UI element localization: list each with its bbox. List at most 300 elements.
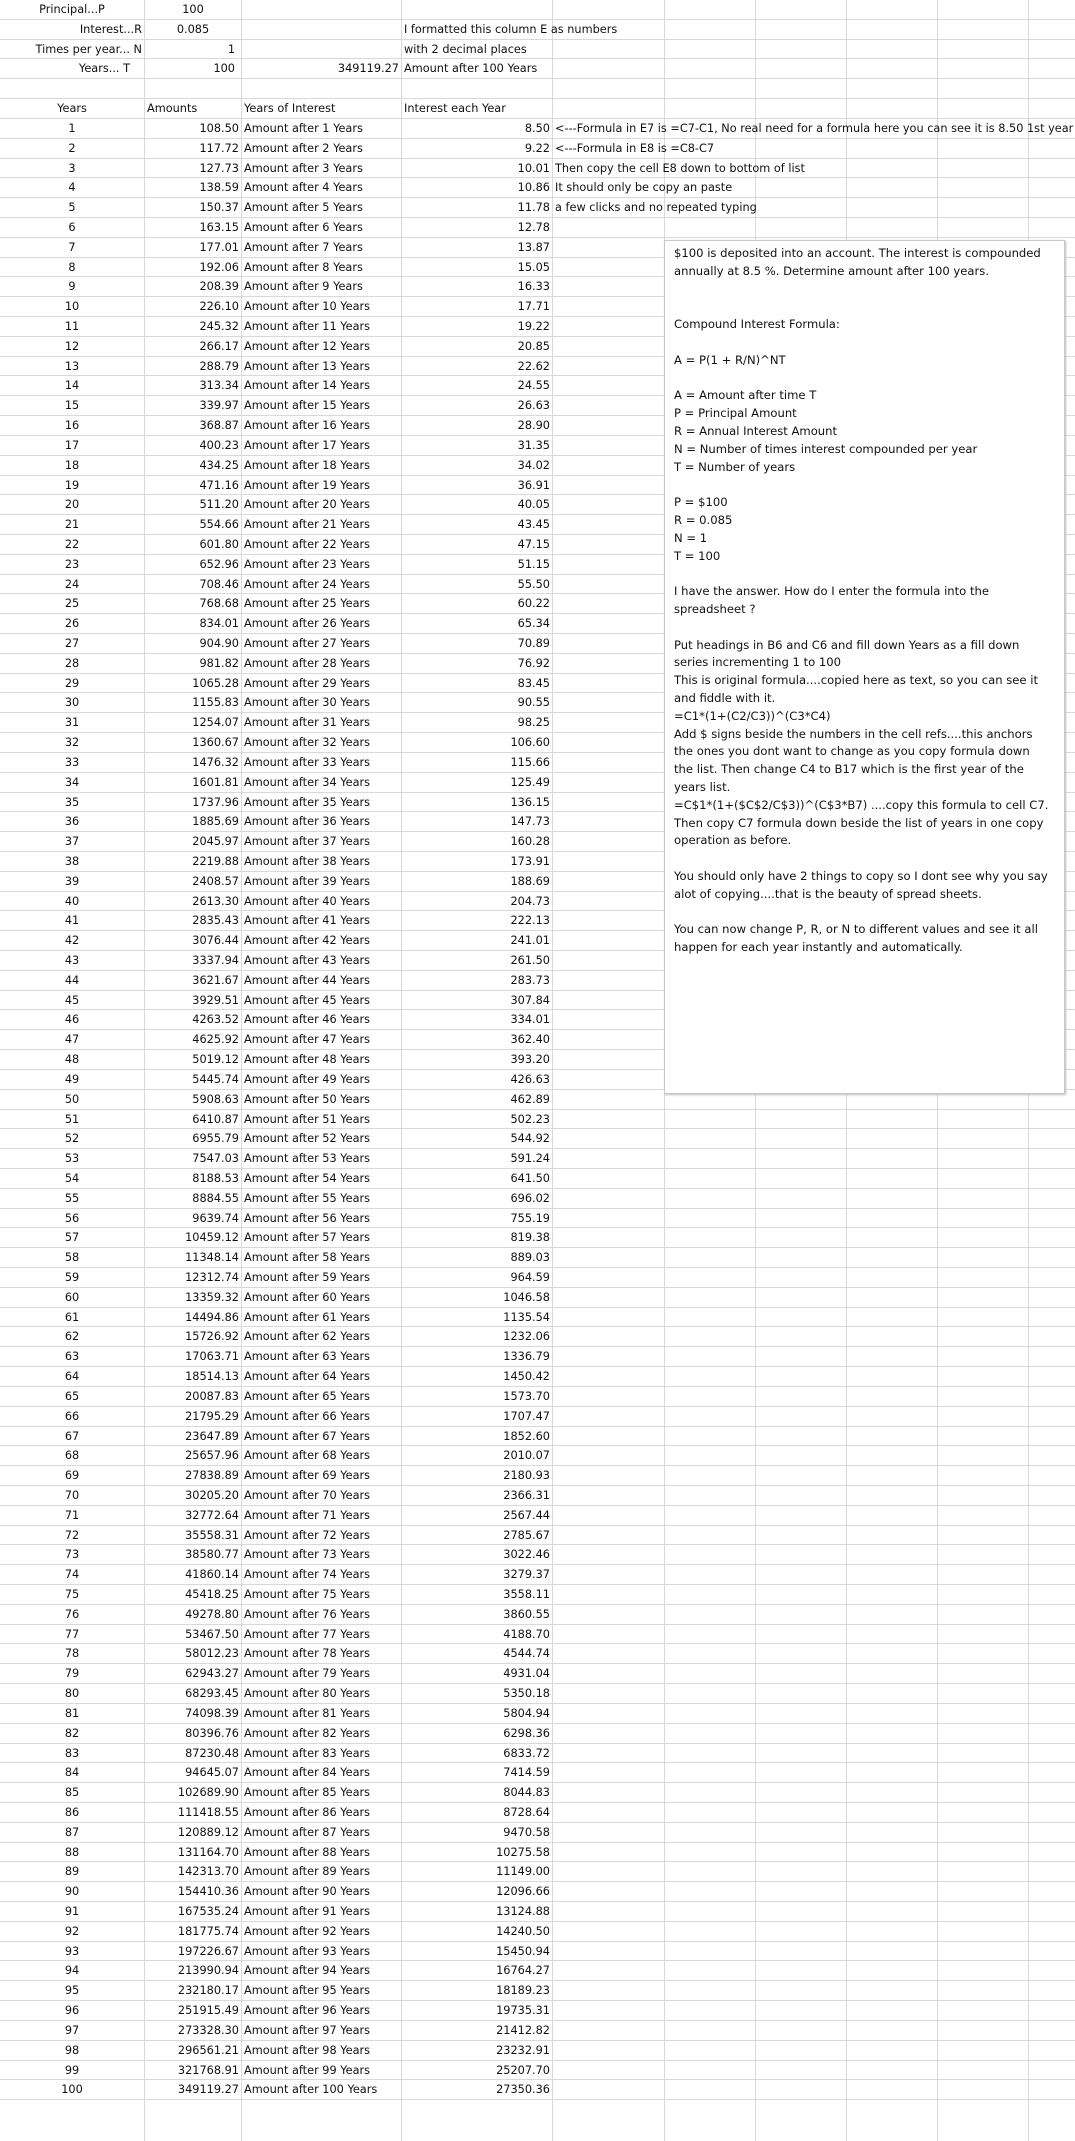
interest-each-year-cell[interactable]: 136.15 bbox=[510, 795, 550, 809]
years-of-interest-cell[interactable]: Amount after 56 Years bbox=[244, 1211, 371, 1225]
interest-each-year-cell[interactable]: 3022.46 bbox=[503, 1548, 550, 1562]
year-cell[interactable]: 11 bbox=[64, 320, 80, 333]
year-cell[interactable]: 4 bbox=[68, 181, 76, 195]
years-of-interest-cell[interactable]: Amount after 37 Years bbox=[244, 835, 371, 849]
year-cell[interactable]: 48 bbox=[64, 1053, 80, 1067]
amount-cell[interactable]: 138.59 bbox=[199, 181, 239, 195]
amount-cell[interactable]: 2219.88 bbox=[192, 854, 239, 868]
year-cell[interactable]: 95 bbox=[64, 1984, 80, 1998]
interest-each-year-cell[interactable]: 889.03 bbox=[510, 1251, 550, 1265]
years-of-interest-cell[interactable]: Amount after 83 Years bbox=[244, 1746, 371, 1760]
amount-cell[interactable]: 601.80 bbox=[199, 537, 239, 551]
amount-cell[interactable]: 368.87 bbox=[199, 419, 239, 433]
year-cell[interactable]: 23 bbox=[64, 557, 80, 571]
years-of-interest-cell[interactable]: Amount after 18 Years bbox=[244, 458, 371, 472]
years-of-interest-cell[interactable]: Amount after 26 Years bbox=[244, 617, 371, 631]
years-of-interest-cell[interactable]: Amount after 1 Years bbox=[244, 121, 363, 135]
years-of-interest-cell[interactable]: Amount after 61 Years bbox=[244, 1310, 371, 1324]
years-of-interest-cell[interactable]: Amount after 53 Years bbox=[244, 1152, 371, 1166]
interest-each-year-cell[interactable]: 28.90 bbox=[517, 419, 550, 433]
years-of-interest-cell[interactable]: Amount after 7 Years bbox=[244, 240, 363, 254]
year-cell[interactable]: 55 bbox=[64, 1191, 80, 1205]
interest-each-year-cell[interactable]: 34.02 bbox=[517, 458, 550, 472]
years-of-interest-cell[interactable]: Amount after 11 Years bbox=[244, 320, 371, 333]
amount-cell[interactable]: 4263.52 bbox=[192, 1013, 239, 1027]
interest-each-year-cell[interactable]: 15450.94 bbox=[496, 1944, 550, 1958]
header-interest-each-year[interactable]: Interest each Year bbox=[404, 102, 506, 116]
year-cell[interactable]: 62 bbox=[64, 1330, 80, 1344]
years-of-interest-cell[interactable]: Amount after 69 Years bbox=[244, 1469, 371, 1483]
amount-cell[interactable]: 266.17 bbox=[199, 339, 239, 353]
interest-each-year-cell[interactable]: 2366.31 bbox=[503, 1488, 550, 1502]
years-of-interest-cell[interactable]: Amount after 47 Years bbox=[244, 1033, 371, 1047]
interest-each-year-cell[interactable]: 10.86 bbox=[517, 181, 550, 195]
year-cell[interactable]: 18 bbox=[64, 458, 80, 472]
param-label-interest[interactable]: Interest...R bbox=[79, 22, 142, 36]
year-cell[interactable]: 53 bbox=[64, 1152, 80, 1166]
year-cell[interactable]: 58 bbox=[64, 1251, 80, 1265]
amount-cell[interactable]: 708.46 bbox=[199, 577, 239, 591]
interest-each-year-cell[interactable]: 1852.60 bbox=[503, 1429, 550, 1443]
year-cell[interactable]: 87 bbox=[64, 1825, 80, 1839]
interest-each-year-cell[interactable]: 4188.70 bbox=[503, 1627, 550, 1641]
interest-each-year-cell[interactable]: 9470.58 bbox=[503, 1825, 550, 1839]
year-cell[interactable]: 89 bbox=[64, 1865, 80, 1879]
years-of-interest-cell[interactable]: Amount after 8 Years bbox=[244, 260, 363, 274]
year-cell[interactable]: 99 bbox=[64, 2063, 80, 2077]
amount-cell[interactable]: 87230.48 bbox=[185, 1746, 239, 1760]
param-label-principal[interactable]: Principal...P bbox=[39, 3, 105, 16]
years-of-interest-cell[interactable]: Amount after 98 Years bbox=[244, 2043, 371, 2057]
interest-each-year-cell[interactable]: 8728.64 bbox=[503, 1805, 550, 1819]
year-cell[interactable]: 68 bbox=[64, 1449, 80, 1463]
year-cell[interactable]: 52 bbox=[64, 1132, 80, 1146]
year-cell[interactable]: 77 bbox=[64, 1627, 80, 1641]
amount-cell[interactable]: 1476.32 bbox=[192, 755, 239, 769]
years-of-interest-cell[interactable]: Amount after 27 Years bbox=[244, 637, 371, 650]
interest-each-year-cell[interactable]: 13124.88 bbox=[496, 1905, 550, 1918]
year-cell[interactable]: 15 bbox=[64, 399, 80, 413]
interest-each-year-cell[interactable]: 125.49 bbox=[510, 775, 550, 789]
formula-note-cell[interactable]: <---Formula in E7 is =C7-C1, No real need for a formula here you can see it is 8.50 1st year bbox=[555, 121, 1074, 135]
years-of-interest-cell[interactable]: Amount after 68 Years bbox=[244, 1449, 371, 1463]
amount-cell[interactable]: 45418.25 bbox=[185, 1588, 239, 1601]
years-of-interest-cell[interactable]: Amount after 89 Years bbox=[244, 1865, 371, 1879]
year-cell[interactable]: 56 bbox=[64, 1211, 80, 1225]
years-of-interest-cell[interactable]: Amount after 24 Years bbox=[244, 577, 371, 591]
years-of-interest-cell[interactable]: Amount after 28 Years bbox=[244, 656, 371, 670]
years-of-interest-cell[interactable]: Amount after 77 Years bbox=[244, 1627, 371, 1641]
years-of-interest-cell[interactable]: Amount after 81 Years bbox=[244, 1706, 371, 1720]
amount-cell[interactable]: 981.82 bbox=[199, 656, 239, 670]
year-cell[interactable]: 14 bbox=[64, 379, 80, 393]
year-cell[interactable]: 50 bbox=[64, 1092, 80, 1106]
year-cell[interactable]: 76 bbox=[64, 1607, 80, 1621]
years-of-interest-cell[interactable]: Amount after 90 Years bbox=[244, 1885, 371, 1899]
amount-cell[interactable]: 49278.80 bbox=[185, 1607, 239, 1621]
year-cell[interactable]: 69 bbox=[64, 1469, 80, 1483]
year-cell[interactable]: 35 bbox=[64, 795, 80, 809]
year-cell[interactable]: 25 bbox=[64, 597, 80, 611]
year-cell[interactable]: 22 bbox=[64, 537, 80, 551]
years-of-interest-cell[interactable]: Amount after 16 Years bbox=[244, 419, 371, 433]
interest-each-year-cell[interactable]: 43.45 bbox=[517, 518, 550, 532]
years-of-interest-cell[interactable]: Amount after 57 Years bbox=[244, 1231, 371, 1245]
interest-each-year-cell[interactable]: 334.01 bbox=[510, 1013, 550, 1027]
amount-cell[interactable]: 102689.90 bbox=[177, 1786, 239, 1800]
years-of-interest-cell[interactable]: Amount after 48 Years bbox=[244, 1053, 371, 1067]
years-of-interest-cell[interactable]: Amount after 78 Years bbox=[244, 1647, 371, 1661]
param-value-principal[interactable]: 100 bbox=[182, 3, 204, 16]
year-cell[interactable]: 20 bbox=[64, 498, 80, 512]
amount-cell[interactable]: 21795.29 bbox=[185, 1409, 239, 1423]
year-cell[interactable]: 36 bbox=[64, 815, 80, 829]
amount-cell[interactable]: 27838.89 bbox=[185, 1469, 239, 1483]
years-of-interest-cell[interactable]: Amount after 75 Years bbox=[244, 1588, 371, 1601]
amount-cell[interactable]: 94645.07 bbox=[185, 1766, 239, 1780]
interest-each-year-cell[interactable]: 17.71 bbox=[517, 300, 550, 314]
years-of-interest-cell[interactable]: Amount after 80 Years bbox=[244, 1687, 371, 1701]
interest-each-year-cell[interactable]: 23232.91 bbox=[496, 2043, 550, 2057]
interest-each-year-cell[interactable]: 502.23 bbox=[510, 1112, 550, 1126]
amount-cell[interactable]: 5445.74 bbox=[192, 1072, 239, 1086]
interest-each-year-cell[interactable]: 18189.23 bbox=[496, 1984, 550, 1998]
year-cell[interactable]: 96 bbox=[64, 2004, 80, 2018]
param-value-interest[interactable]: 0.085 bbox=[176, 22, 210, 36]
interest-each-year-cell[interactable]: 47.15 bbox=[517, 537, 550, 551]
amount-cell[interactable]: 53467.50 bbox=[185, 1627, 239, 1641]
amount-cell[interactable]: 163.15 bbox=[199, 220, 239, 234]
interest-each-year-cell[interactable]: 1046.58 bbox=[503, 1290, 550, 1304]
interest-each-year-cell[interactable]: 755.19 bbox=[510, 1211, 550, 1225]
amount-cell[interactable]: 167535.24 bbox=[177, 1905, 239, 1918]
interest-each-year-cell[interactable]: 147.73 bbox=[510, 815, 550, 829]
year-cell[interactable]: 9 bbox=[68, 280, 76, 294]
years-of-interest-cell[interactable]: Amount after 71 Years bbox=[244, 1508, 371, 1522]
amount-cell[interactable]: 154410.36 bbox=[177, 1885, 239, 1899]
years-of-interest-cell[interactable]: Amount after 54 Years bbox=[244, 1171, 371, 1185]
year-cell[interactable]: 66 bbox=[64, 1409, 80, 1423]
amount-cell[interactable]: 226.10 bbox=[199, 300, 239, 314]
interest-each-year-cell[interactable]: 1135.54 bbox=[503, 1310, 550, 1324]
interest-each-year-cell[interactable]: 12096.66 bbox=[496, 1885, 550, 1899]
interest-each-year-cell[interactable]: 5350.18 bbox=[503, 1687, 550, 1701]
amount-cell[interactable]: 511.20 bbox=[199, 498, 239, 512]
amount-cell[interactable]: 20087.83 bbox=[185, 1389, 239, 1403]
year-cell[interactable]: 72 bbox=[64, 1528, 80, 1542]
interest-each-year-cell[interactable]: 307.84 bbox=[510, 993, 550, 1007]
interest-each-year-cell[interactable]: 6833.72 bbox=[503, 1746, 550, 1760]
amount-cell[interactable]: 1885.69 bbox=[192, 815, 239, 829]
year-cell[interactable]: 7 bbox=[68, 240, 76, 254]
interest-each-year-cell[interactable]: 2180.93 bbox=[503, 1469, 550, 1483]
years-of-interest-cell[interactable]: Amount after 30 Years bbox=[244, 696, 371, 710]
amount-cell[interactable]: 11348.14 bbox=[185, 1251, 239, 1265]
interest-each-year-cell[interactable]: 98.25 bbox=[517, 716, 550, 730]
year-cell[interactable]: 1 bbox=[68, 121, 76, 135]
amount-cell[interactable]: 142313.70 bbox=[177, 1865, 239, 1879]
interest-each-year-cell[interactable]: 1336.79 bbox=[503, 1350, 550, 1364]
years-of-interest-cell[interactable]: Amount after 6 Years bbox=[244, 220, 363, 234]
formula-note-cell[interactable]: It should only be copy an paste bbox=[555, 181, 733, 195]
years-of-interest-cell[interactable]: Amount after 70 Years bbox=[244, 1488, 371, 1502]
amount-cell[interactable]: 74098.39 bbox=[185, 1706, 239, 1720]
interest-each-year-cell[interactable]: 5804.94 bbox=[503, 1706, 550, 1720]
amount-cell[interactable]: 12312.74 bbox=[185, 1271, 239, 1284]
years-of-interest-cell[interactable]: Amount after 43 Years bbox=[244, 954, 371, 967]
amount-cell[interactable]: 213990.94 bbox=[177, 1964, 239, 1978]
years-of-interest-cell[interactable]: Amount after 10 Years bbox=[244, 300, 371, 314]
year-cell[interactable]: 16 bbox=[64, 419, 80, 433]
param-value-times-per-year[interactable]: 1 bbox=[227, 42, 235, 56]
years-of-interest-cell[interactable]: Amount after 88 Years bbox=[244, 1845, 371, 1859]
years-of-interest-cell[interactable]: Amount after 66 Years bbox=[244, 1409, 371, 1423]
years-of-interest-cell[interactable]: Amount after 73 Years bbox=[244, 1548, 371, 1562]
amount-cell[interactable]: 1065.28 bbox=[192, 676, 239, 690]
year-cell[interactable]: 78 bbox=[64, 1647, 80, 1661]
interest-each-year-cell[interactable]: 8.50 bbox=[524, 121, 550, 135]
years-of-interest-cell[interactable]: Amount after 3 Years bbox=[244, 161, 363, 175]
amount-cell[interactable]: 245.32 bbox=[199, 320, 239, 333]
amount-cell[interactable]: 17063.71 bbox=[185, 1350, 239, 1364]
year-cell[interactable]: 19 bbox=[64, 478, 80, 492]
amount-cell[interactable]: 2835.43 bbox=[192, 914, 239, 928]
amount-cell[interactable]: 3929.51 bbox=[192, 993, 239, 1007]
amount-cell[interactable]: 1360.67 bbox=[192, 736, 239, 750]
amount-cell[interactable]: 1155.83 bbox=[192, 696, 239, 710]
years-of-interest-cell[interactable]: Amount after 59 Years bbox=[244, 1271, 371, 1284]
amount-cell[interactable]: 349119.27 bbox=[177, 2083, 239, 2097]
interest-each-year-cell[interactable]: 204.73 bbox=[510, 894, 550, 908]
interest-each-year-cell[interactable]: 11149.00 bbox=[496, 1865, 550, 1879]
amount-cell[interactable]: 4625.92 bbox=[192, 1033, 239, 1047]
formula-note-cell[interactable]: <---Formula in E8 is =C8-C7 bbox=[555, 141, 715, 155]
interest-each-year-cell[interactable]: 76.92 bbox=[517, 656, 550, 670]
interest-each-year-cell[interactable]: 90.55 bbox=[517, 696, 550, 710]
amount-cell[interactable]: 313.34 bbox=[199, 379, 239, 393]
years-of-interest-cell[interactable]: Amount after 93 Years bbox=[244, 1944, 371, 1958]
year-cell[interactable]: 94 bbox=[64, 1964, 80, 1978]
amount-cell[interactable]: 197226.67 bbox=[177, 1944, 239, 1958]
years-of-interest-cell[interactable]: Amount after 84 Years bbox=[244, 1766, 371, 1780]
years-of-interest-cell[interactable]: Amount after 36 Years bbox=[244, 815, 371, 829]
years-of-interest-cell[interactable]: Amount after 15 Years bbox=[244, 399, 371, 413]
year-cell[interactable]: 40 bbox=[64, 894, 80, 908]
interest-each-year-cell[interactable]: 65.34 bbox=[517, 617, 550, 631]
amount-cell[interactable]: 18514.13 bbox=[185, 1370, 239, 1384]
amount-cell[interactable]: 554.66 bbox=[199, 518, 239, 532]
year-cell[interactable]: 2 bbox=[68, 141, 76, 155]
interest-each-year-cell[interactable]: 60.22 bbox=[517, 597, 550, 611]
years-of-interest-cell[interactable]: Amount after 96 Years bbox=[244, 2004, 371, 2018]
years-of-interest-cell[interactable]: Amount after 52 Years bbox=[244, 1132, 371, 1146]
amount-cell[interactable]: 1737.96 bbox=[192, 795, 239, 809]
interest-each-year-cell[interactable]: 83.45 bbox=[517, 676, 550, 690]
interest-each-year-cell[interactable]: 24.55 bbox=[517, 379, 550, 393]
year-cell[interactable]: 26 bbox=[64, 617, 80, 631]
years-of-interest-cell[interactable]: Amount after 32 Years bbox=[244, 736, 371, 750]
years-of-interest-cell[interactable]: Amount after 82 Years bbox=[244, 1726, 371, 1740]
years-of-interest-cell[interactable]: Amount after 97 Years bbox=[244, 2023, 371, 2037]
interest-each-year-cell[interactable]: 9.22 bbox=[524, 141, 550, 155]
year-cell[interactable]: 88 bbox=[64, 1845, 80, 1859]
amount-cell[interactable]: 2408.57 bbox=[192, 874, 239, 888]
interest-each-year-cell[interactable]: 462.89 bbox=[510, 1092, 550, 1106]
amount-cell[interactable]: 13359.32 bbox=[185, 1290, 239, 1304]
interest-each-year-cell[interactable]: 10275.58 bbox=[496, 1845, 550, 1859]
years-of-interest-cell[interactable]: Amount after 5 Years bbox=[244, 201, 363, 215]
final-amount-value[interactable]: 349119.27 bbox=[337, 62, 399, 76]
amount-cell[interactable]: 177.01 bbox=[199, 240, 239, 254]
year-cell[interactable]: 47 bbox=[64, 1033, 80, 1047]
header-years-of-interest[interactable]: Years of Interest bbox=[244, 102, 336, 116]
amount-cell[interactable]: 127.73 bbox=[199, 161, 239, 175]
years-of-interest-cell[interactable]: Amount after 51 Years bbox=[244, 1112, 371, 1126]
amount-cell[interactable]: 181775.74 bbox=[177, 1924, 239, 1938]
year-cell[interactable]: 79 bbox=[64, 1667, 80, 1681]
amount-cell[interactable]: 3076.44 bbox=[192, 934, 239, 948]
year-cell[interactable]: 41 bbox=[64, 914, 80, 928]
interest-each-year-cell[interactable]: 1707.47 bbox=[503, 1409, 550, 1423]
year-cell[interactable]: 63 bbox=[64, 1350, 80, 1364]
years-of-interest-cell[interactable]: Amount after 76 Years bbox=[244, 1607, 371, 1621]
interest-each-year-cell[interactable]: 36.91 bbox=[517, 478, 550, 492]
years-of-interest-cell[interactable]: Amount after 99 Years bbox=[244, 2063, 371, 2077]
interest-each-year-cell[interactable]: 2785.67 bbox=[503, 1528, 550, 1542]
amount-cell[interactable]: 652.96 bbox=[199, 557, 239, 571]
amount-cell[interactable]: 120889.12 bbox=[177, 1825, 239, 1839]
amount-cell[interactable]: 2045.97 bbox=[192, 835, 239, 849]
years-of-interest-cell[interactable]: Amount after 86 Years bbox=[244, 1805, 371, 1819]
years-of-interest-cell[interactable]: Amount after 62 Years bbox=[244, 1330, 371, 1344]
interest-each-year-cell[interactable]: 14240.50 bbox=[496, 1924, 550, 1938]
year-cell[interactable]: 17 bbox=[64, 438, 80, 452]
year-cell[interactable]: 75 bbox=[64, 1588, 80, 1601]
format-note-line-2[interactable]: with 2 decimal places bbox=[404, 42, 527, 56]
years-of-interest-cell[interactable]: Amount after 25 Years bbox=[244, 597, 371, 611]
years-of-interest-cell[interactable]: Amount after 21 Years bbox=[244, 518, 371, 532]
interest-each-year-cell[interactable]: 3860.55 bbox=[503, 1607, 550, 1621]
year-cell[interactable]: 65 bbox=[64, 1389, 80, 1403]
year-cell[interactable]: 45 bbox=[64, 993, 80, 1007]
interest-each-year-cell[interactable]: 188.69 bbox=[510, 874, 550, 888]
year-cell[interactable]: 61 bbox=[64, 1310, 80, 1324]
amount-cell[interactable]: 7547.03 bbox=[192, 1152, 239, 1166]
year-cell[interactable]: 24 bbox=[64, 577, 80, 591]
interest-each-year-cell[interactable]: 19735.31 bbox=[496, 2004, 550, 2018]
years-of-interest-cell[interactable]: Amount after 19 Years bbox=[244, 478, 371, 492]
year-cell[interactable]: 44 bbox=[64, 973, 80, 987]
years-of-interest-cell[interactable]: Amount after 34 Years bbox=[244, 775, 371, 789]
interest-each-year-cell[interactable]: 283.73 bbox=[510, 973, 550, 987]
year-cell[interactable]: 37 bbox=[64, 835, 80, 849]
format-note-line-1[interactable]: I formatted this column E as numbers bbox=[404, 22, 618, 36]
amount-cell[interactable]: 35558.31 bbox=[185, 1528, 239, 1542]
years-of-interest-cell[interactable]: Amount after 29 Years bbox=[244, 676, 371, 690]
years-of-interest-cell[interactable]: Amount after 22 Years bbox=[244, 537, 371, 551]
year-cell[interactable]: 39 bbox=[64, 874, 80, 888]
interest-each-year-cell[interactable]: 6298.36 bbox=[503, 1726, 550, 1740]
interest-each-year-cell[interactable]: 10.01 bbox=[517, 161, 550, 175]
interest-each-year-cell[interactable]: 362.40 bbox=[510, 1033, 550, 1047]
interest-each-year-cell[interactable]: 4931.04 bbox=[503, 1667, 550, 1681]
amount-cell[interactable]: 25657.96 bbox=[185, 1449, 239, 1463]
amount-cell[interactable]: 339.97 bbox=[199, 399, 239, 413]
formula-note-cell[interactable]: a few clicks and no repeated typing bbox=[555, 201, 757, 215]
param-value-years[interactable]: 100 bbox=[213, 62, 235, 76]
interest-each-year-cell[interactable]: 222.13 bbox=[510, 914, 550, 928]
interest-each-year-cell[interactable]: 1450.42 bbox=[503, 1370, 550, 1384]
years-of-interest-cell[interactable]: Amount after 74 Years bbox=[244, 1568, 371, 1582]
amount-cell[interactable]: 15726.92 bbox=[185, 1330, 239, 1344]
amount-cell[interactable]: 288.79 bbox=[199, 359, 239, 373]
interest-each-year-cell[interactable]: 426.63 bbox=[510, 1072, 550, 1086]
interest-each-year-cell[interactable]: 393.20 bbox=[510, 1053, 550, 1067]
amount-cell[interactable]: 3337.94 bbox=[192, 954, 239, 967]
years-of-interest-cell[interactable]: Amount after 17 Years bbox=[244, 438, 371, 452]
years-of-interest-cell[interactable]: Amount after 87 Years bbox=[244, 1825, 371, 1839]
year-cell[interactable]: 82 bbox=[64, 1726, 80, 1740]
amount-cell[interactable]: 68293.45 bbox=[185, 1687, 239, 1701]
amount-cell[interactable]: 1254.07 bbox=[192, 716, 239, 730]
amount-cell[interactable]: 9639.74 bbox=[192, 1211, 239, 1225]
years-of-interest-cell[interactable]: Amount after 67 Years bbox=[244, 1429, 371, 1443]
amount-cell[interactable]: 434.25 bbox=[199, 458, 239, 472]
year-cell[interactable]: 34 bbox=[64, 775, 80, 789]
interest-each-year-cell[interactable]: 12.78 bbox=[517, 220, 550, 234]
years-of-interest-cell[interactable]: Amount after 45 Years bbox=[244, 993, 371, 1007]
years-of-interest-cell[interactable]: Amount after 72 Years bbox=[244, 1528, 371, 1542]
interest-each-year-cell[interactable]: 20.85 bbox=[517, 339, 550, 353]
year-cell[interactable]: 28 bbox=[64, 656, 80, 670]
year-cell[interactable]: 51 bbox=[64, 1112, 80, 1126]
year-cell[interactable]: 83 bbox=[64, 1746, 80, 1760]
year-cell[interactable]: 32 bbox=[64, 736, 80, 750]
year-cell[interactable]: 21 bbox=[64, 518, 80, 532]
interest-each-year-cell[interactable]: 11.78 bbox=[517, 201, 550, 215]
interest-each-year-cell[interactable]: 964.59 bbox=[510, 1271, 550, 1284]
year-cell[interactable]: 71 bbox=[64, 1508, 80, 1522]
interest-each-year-cell[interactable]: 19.22 bbox=[517, 320, 550, 333]
amount-cell[interactable]: 232180.17 bbox=[177, 1984, 239, 1998]
years-of-interest-cell[interactable]: Amount after 13 Years bbox=[244, 359, 371, 373]
year-cell[interactable]: 60 bbox=[64, 1290, 80, 1304]
amount-cell[interactable]: 400.23 bbox=[199, 438, 239, 452]
years-of-interest-cell[interactable]: Amount after 95 Years bbox=[244, 1984, 371, 1998]
year-cell[interactable]: 8 bbox=[68, 260, 76, 274]
interest-each-year-cell[interactable]: 1232.06 bbox=[503, 1330, 550, 1344]
amount-cell[interactable]: 834.01 bbox=[199, 617, 239, 631]
years-of-interest-cell[interactable]: Amount after 9 Years bbox=[244, 280, 363, 294]
year-cell[interactable]: 67 bbox=[64, 1429, 80, 1443]
years-of-interest-cell[interactable]: Amount after 79 Years bbox=[244, 1667, 371, 1681]
year-cell[interactable]: 100 bbox=[61, 2083, 83, 2097]
year-cell[interactable]: 86 bbox=[64, 1805, 80, 1819]
interest-each-year-cell[interactable]: 641.50 bbox=[510, 1171, 550, 1185]
year-cell[interactable]: 91 bbox=[64, 1905, 80, 1918]
year-cell[interactable]: 31 bbox=[64, 716, 80, 730]
year-cell[interactable]: 80 bbox=[64, 1687, 80, 1701]
years-of-interest-cell[interactable]: Amount after 63 Years bbox=[244, 1350, 371, 1364]
year-cell[interactable]: 27 bbox=[64, 637, 80, 650]
years-of-interest-cell[interactable]: Amount after 14 Years bbox=[244, 379, 371, 393]
year-cell[interactable]: 33 bbox=[64, 755, 80, 769]
years-of-interest-cell[interactable]: Amount after 40 Years bbox=[244, 894, 371, 908]
year-cell[interactable]: 81 bbox=[64, 1706, 80, 1720]
year-cell[interactable]: 90 bbox=[64, 1885, 80, 1899]
years-of-interest-cell[interactable]: Amount after 20 Years bbox=[244, 498, 371, 512]
year-cell[interactable]: 29 bbox=[64, 676, 80, 690]
